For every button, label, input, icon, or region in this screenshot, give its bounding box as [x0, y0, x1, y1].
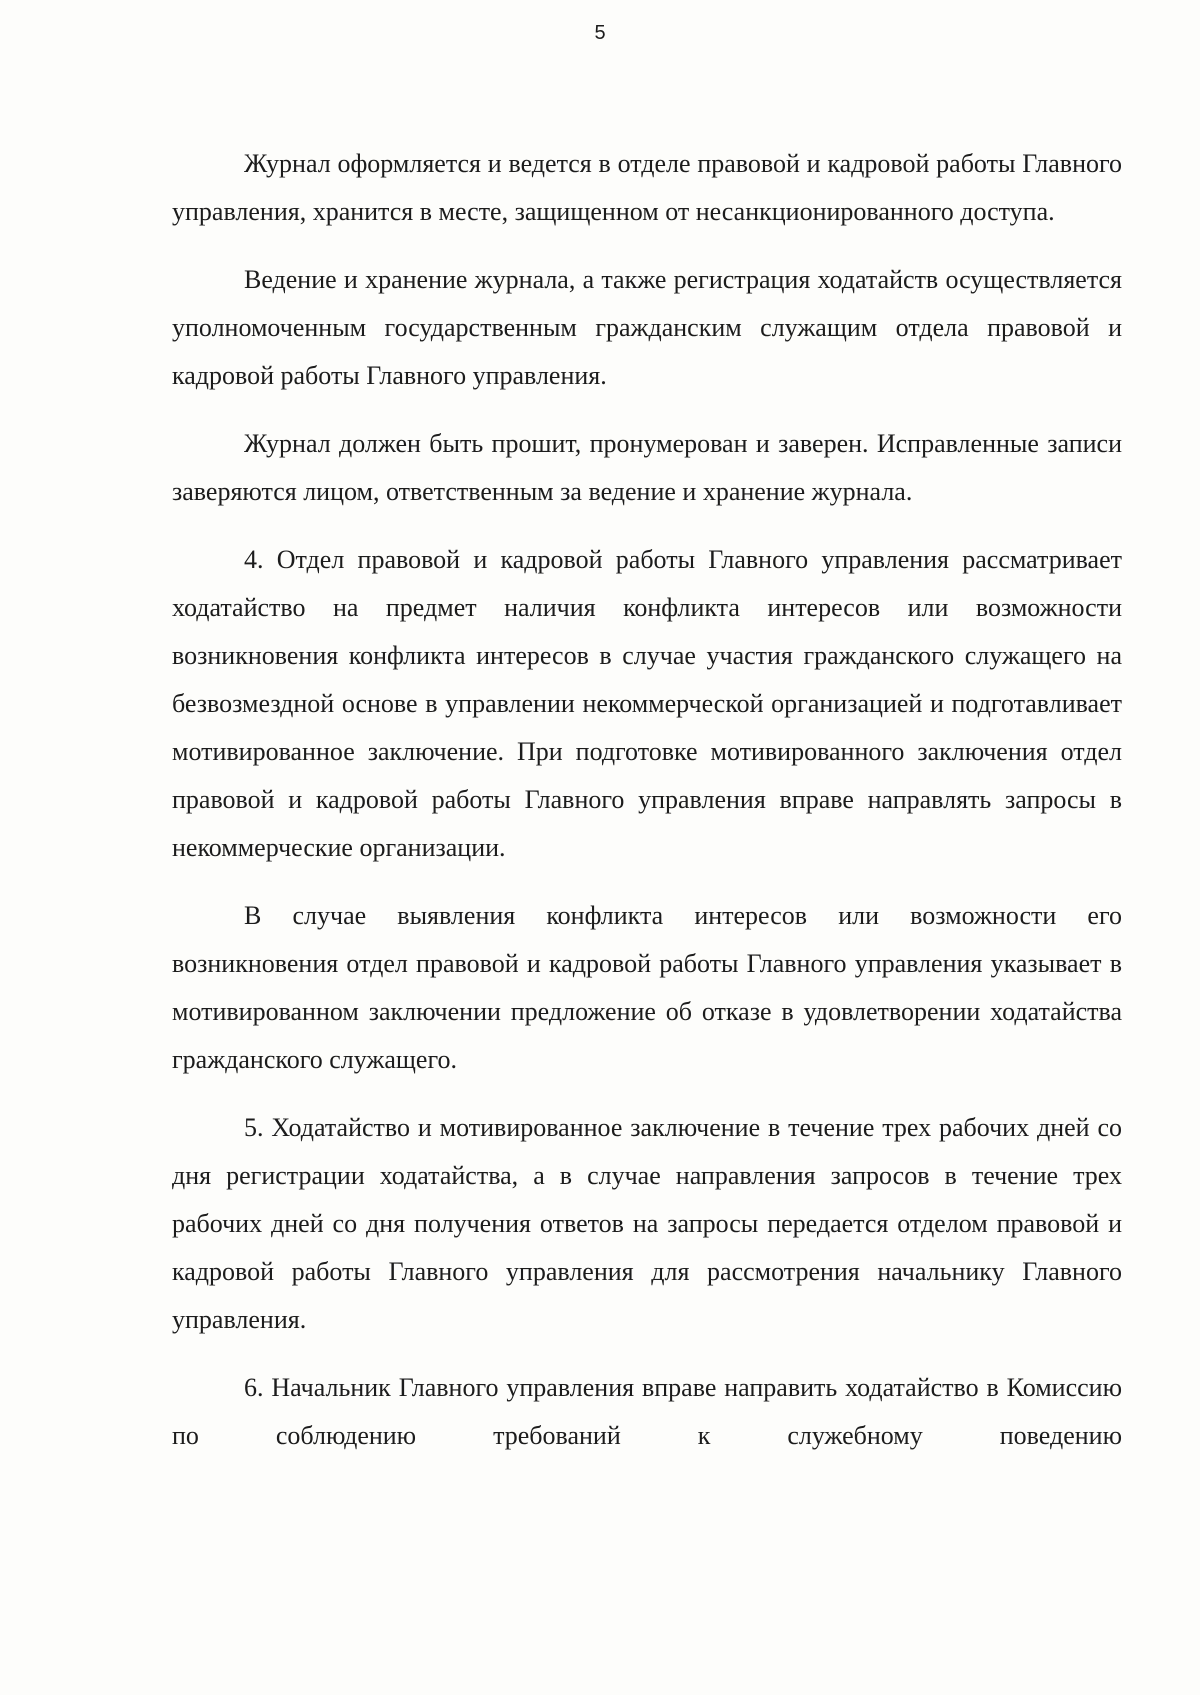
paragraph-item-4: 4. Отдел правовой и кадровой работы Главного управления рассматривает ходатайство на предмет наличия конфликта интересов или возможности возникновения конфликта интересов в случае участия гражданского служащего на безвозмездной основе в управлении некоммерческой организацией и подготавливает мотивированное заключение. При подготовке мотивированного заключения отдел правовой и кадровой работы Главного управления вправе направлять запросы в некоммерческие организации. [172, 545, 1122, 862]
paragraph-journal-maintenance: Ведение и хранение журнала, а также регистрация ходатайств осуществляется уполномоченным государственным гражданским служащим отдела правовой и кадровой работы Главного управления. [172, 265, 1122, 390]
paragraph-journal-certification: Журнал должен быть прошит, пронумерован и заверен. Исправленные записи заверяются лицом, ответственным за ведение и хранение журнала. [172, 429, 1122, 506]
paragraph-journal-storage: Журнал оформляется и ведется в отделе правовой и кадровой работы Главного управления, хранится в месте, защищенном от несанкционированного доступа. [172, 149, 1122, 226]
document-body [172, 140, 1122, 1460]
page-number: 5 [594, 22, 606, 44]
paragraph-item-5: 5. Ходатайство и мотивированное заключение в течение трех рабочих дней со дня регистрации ходатайства, а в случае направления запросов в течение трех рабочих дней со дня получения ответов на запросы передается отделом правовой и кадровой работы Главного управления для рассмотрения начальнику Главного управления. [172, 1113, 1122, 1334]
paragraph-item-6: 6. Начальник Главного управления вправе направить ходатайство в Комиссию по соблюдению требований к служебному поведению [172, 1373, 1122, 1450]
paragraph-conflict-of-interest: В случае выявления конфликта интересов или возможности его возникновения отдел правовой и кадровой работы Главного управления указывает в мотивированном заключении предложение об отказе в удовлетворении ходатайства гражданского служащего. [172, 901, 1122, 1074]
